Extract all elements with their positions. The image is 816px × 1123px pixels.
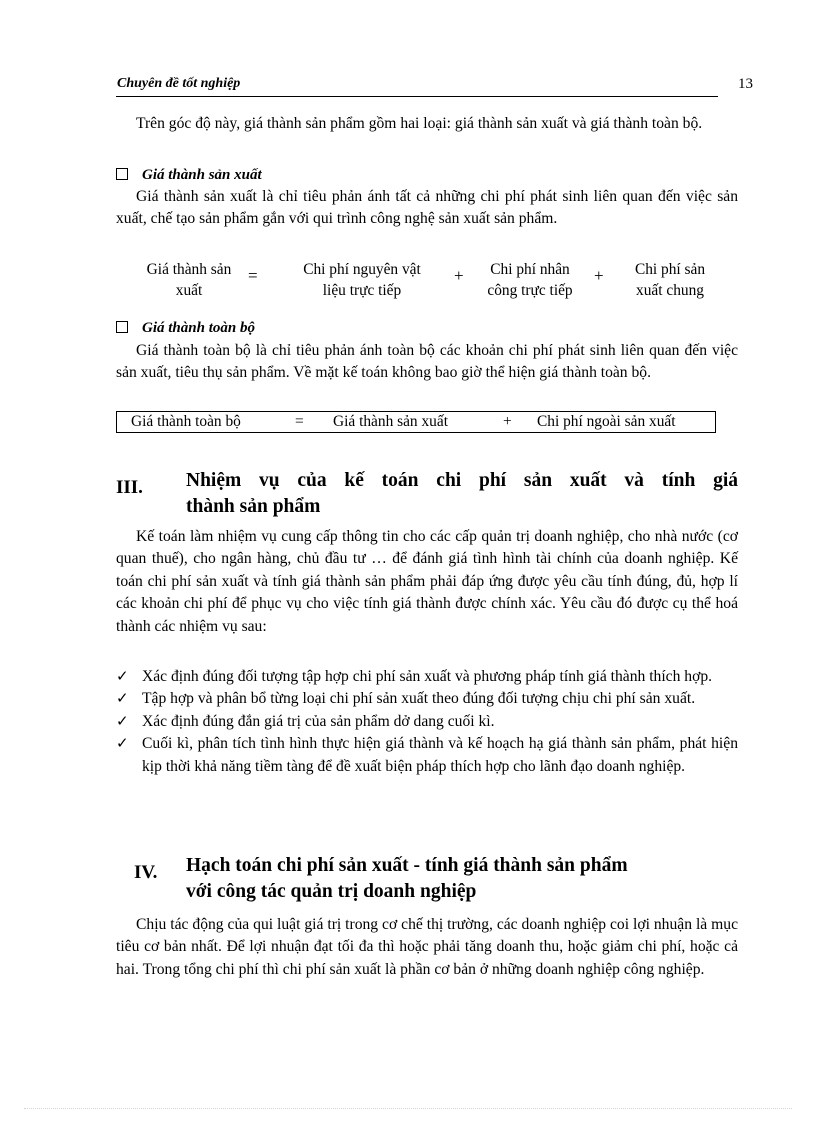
check-icon: ✓ <box>116 669 129 685</box>
page-bottom-dotted-rule <box>24 1108 792 1109</box>
list-item <box>116 733 738 778</box>
check-icon: ✓ <box>116 736 129 753</box>
task-text: Xác định đúng đối tượng tập hợp chi phí sản xuất và phương pháp tính giá thành thích hợp. <box>142 668 713 685</box>
task-text: Xác định đúng đắn giá trị của sản phẩm dở dang cuối kì. <box>142 712 495 730</box>
section3-title-line1: Nhiệm vụ của kế toán chi phí sản xuất và tính giá <box>186 470 738 491</box>
total-formula-plus: + <box>503 413 512 430</box>
total-cost-paragraph: Giá thành toàn bộ là chỉ tiêu phản ánh toàn bộ các khoản chi phí phát sinh liên quan đến việc sản xuất, tiêu thụ sản phẩm. Về mặt kế toán không bao giờ thể hiện giá thành toàn bộ. <box>116 342 738 382</box>
formula-term2-line1: Chi phí nhân <box>490 261 570 278</box>
total-formula-result: Giá thành toàn bộ <box>131 413 241 430</box>
total-formula-term1: Giá thành sản xuất <box>333 413 448 430</box>
section4-paragraph: Chịu tác động của qui luật giá trị trong cơ chế thị trường, các doanh nghiệp coi lợi nhuận là mục tiêu cơ bản nhất. Để lợi nhuận đạt tối đa thì hoặc phải tăng doanh thu, hoặc giảm chi phí, hoặc cả hai. Trong tổng chi phí thì chi phí sản xuất là phần cơ bản ở những doanh nghiệp công nghiệp. <box>116 916 738 978</box>
production-cost-paragraph: Giá thành sản xuất là chỉ tiêu phản ánh tất cả những chi phí phát sinh liên quan đến việc sản xuất, chế tạo sản phẩm gắn với qui trình công nghệ sản xuất sản phẩm. <box>116 188 738 228</box>
check-icon: ✓ <box>116 691 129 708</box>
check-icon: ✓ <box>116 713 129 730</box>
task-text: Tập hợp và phân bổ từng loại chi phí sản xuất theo đúng đối tượng chịu chi phí sản xuất. <box>142 690 696 708</box>
total-cost-formula-box <box>116 411 716 433</box>
formula-term2-line2: công trực tiếp <box>487 282 573 299</box>
formula-plus-2: + <box>594 266 604 285</box>
list-item <box>116 688 738 710</box>
list-item <box>116 666 738 688</box>
total-formula-equals: = <box>295 413 304 430</box>
page-number: 13 <box>738 76 753 92</box>
formula-term-labor <box>472 259 588 301</box>
formula-term3-line1: Chi phí sản <box>634 261 706 278</box>
total-cost-heading-text: Giá thành toàn bộ <box>142 320 255 336</box>
formula-result-line1: Giá thành sản <box>146 261 232 278</box>
formula-term-materials <box>278 259 446 301</box>
production-cost-heading <box>116 167 262 184</box>
task-list <box>116 666 738 778</box>
section4-number: IV. <box>134 862 158 883</box>
checkbox-bullet-icon <box>116 321 128 333</box>
header-rule <box>116 96 718 97</box>
formula-term1-line2: liệu trực tiếp <box>322 282 402 299</box>
formula-plus-1: + <box>454 266 464 285</box>
total-formula-term2: Chi phí ngoài sản xuất <box>537 413 676 430</box>
section3-title-line2: thành sản phẩm <box>186 496 321 517</box>
formula-term-overhead <box>620 259 720 301</box>
formula-result-line2: xuất <box>175 282 203 299</box>
intro-paragraph: Trên góc độ này, giá thành sản phẩm gồm hai loại: giá thành sản xuất và giá thành toàn bộ. <box>136 115 703 132</box>
list-item <box>116 711 738 733</box>
section3-paragraph: Kế toán làm nhiệm vụ cung cấp thông tin cho các cấp quản trị doanh nghiệp, cho nhà nước (cơ quan thuế), cho ngân hàng, chủ đầu tư … để đánh giá tình hình tài chính của doanh nghiệp. Kế toán chi phí sản xuất và tính giá thành sản phẩm phải đáp ứng được yêu cầu tính đúng, đủ, hợp lí các khoản chi phí để phục vụ cho việc tính giá thành được chính xác. Yêu cầu đó được cụ thể hoá thành các nhiệm vụ sau: <box>116 528 738 635</box>
section4-title-line1: Hạch toán chi phí sản xuất - tính giá thành sản phẩm <box>186 855 628 876</box>
formula-term3-line2: xuất chung <box>636 282 704 299</box>
task-text: Cuối kì, phân tích tình hình thực hiện giá thành và kế hoạch hạ giá thành sản phẩm, phát hiện kịp thời khả năng tiềm tàng để đề xuất biện pháp thích hợp cho lãnh đạo doanh nghiệp. <box>142 735 738 775</box>
section4-title-line2: với công tác quản trị doanh nghiệp <box>186 881 477 902</box>
checkbox-bullet-icon <box>116 168 128 180</box>
formula-equals: = <box>248 266 258 285</box>
header-title: Chuyên đề tốt nghiệp <box>117 76 241 91</box>
formula-term1-line1: Chi phí nguyên vật <box>303 261 421 278</box>
formula-result <box>128 259 250 301</box>
section3-number: III. <box>116 477 143 498</box>
production-cost-heading-text: Giá thành sản xuất <box>142 167 262 183</box>
total-cost-heading <box>116 320 255 337</box>
